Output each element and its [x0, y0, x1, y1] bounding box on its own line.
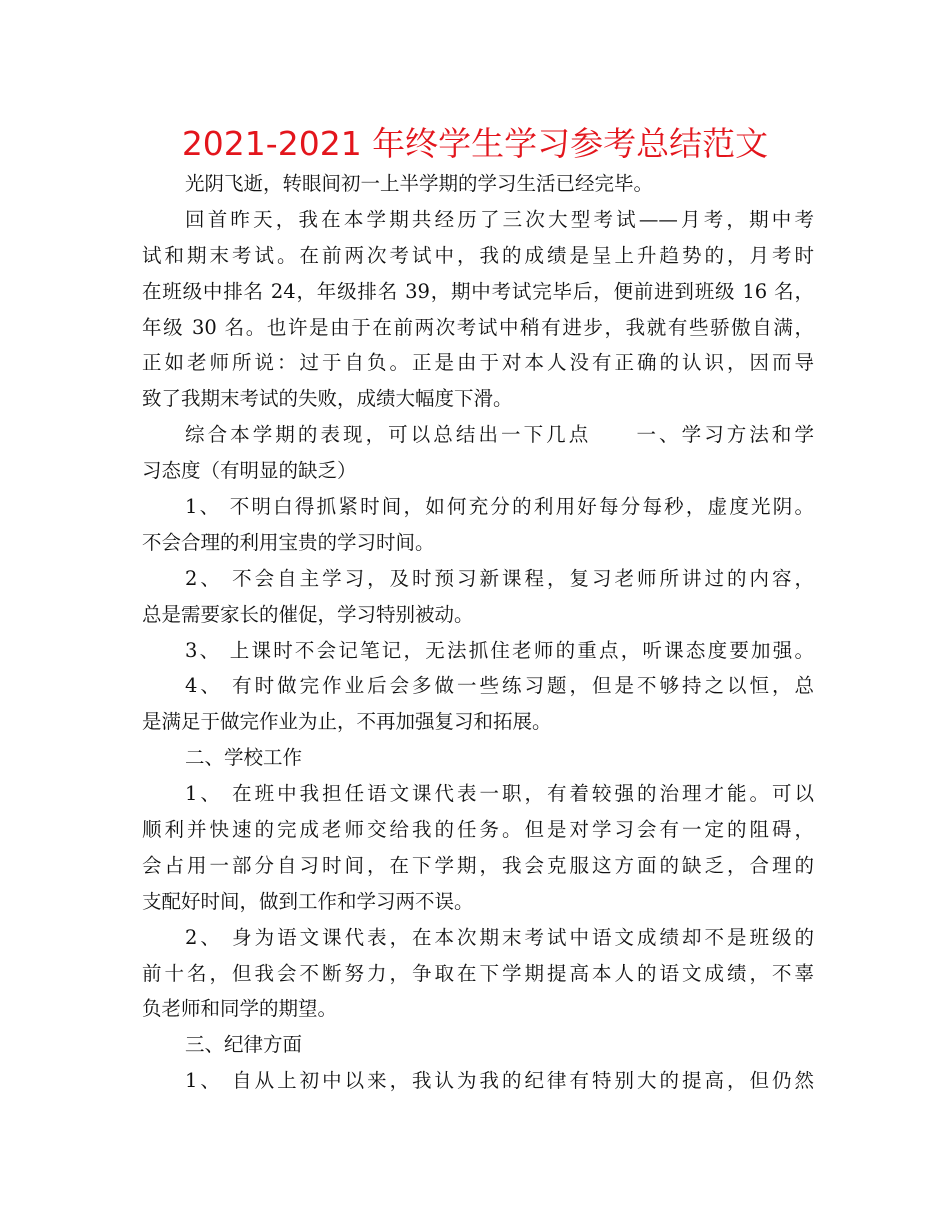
text-line: 光阴飞逝，转眼间初一上半学期的学习生活已经完毕。 [185, 172, 654, 195]
text-line: 1、 不明白得抓紧时间，如何充分的利用好每分每秒，虚度光阴。 [185, 495, 814, 519]
text-line: 习态度（有明显的缺乏） [142, 459, 357, 483]
text-line: 2、 身为语文课代表，在本次期末考试中语文成绩却不是班级的 [185, 925, 814, 949]
text-line: 4、 有时做完作业后会多做一些练习题，但是不够持之以恒，总 [185, 674, 814, 698]
text-line: 不会合理的利用宝贵的学习时间。 [142, 530, 435, 554]
text-line: 二、学校工作 [185, 746, 303, 770]
text-line: 支配好时间，做到工作和学习两不误。 [142, 889, 474, 913]
text-line: 致了我期末考试的失败，成绩大幅度下滑。 [142, 387, 513, 411]
text-line: 是满足于做完作业为止，不再加强复习和拓展。 [142, 710, 552, 734]
text-line: 顺利并快速的完成老师交给我的任务。但是对学习会有一定的阻碍， [142, 818, 814, 842]
text-line: 3、 上课时不会记笔记，无法抓住老师的重点，听课态度要加强。 [185, 638, 814, 662]
text-line: 试和期末考试。在前两次考试中，我的成绩是呈上升趋势的，月考时 [142, 243, 814, 267]
document-title: 2021-2021 年终学生学习参考总结范文 [181, 124, 769, 163]
text-line: 三、纪律方面 [185, 1033, 303, 1057]
text-line: 1、 自从上初中以来，我认为我的纪律有特别大的提高，但仍然 [185, 1069, 814, 1093]
text-line: 在班级中排名 24，年级排名 39，期中考试完毕后，便前进到班级 16 名， [142, 279, 814, 303]
text-line: 正如老师所说：过于自负。正是由于对本人没有正确的认识，因而导 [142, 351, 814, 375]
text-line: 综合本学期的表现，可以总结出一下几点 一、学习方法和学 [185, 423, 814, 447]
text-line: 年级 30 名。也许是由于在前两次考试中稍有进步，我就有些骄傲自满， [142, 315, 814, 339]
text-line: 1、 在班中我担任语文课代表一职，有着较强的治理才能。可以 [185, 782, 814, 806]
text-line: 回首昨天，我在本学期共经历了三次大型考试——月考，期中考 [185, 207, 814, 231]
text-line: 总是需要家长的催促，学习特别被动。 [142, 602, 474, 626]
text-line: 负老师和同学的期望。 [142, 997, 338, 1021]
text-line: 会占用一部分自习时间，在下学期，我会克服这方面的缺乏，合理的 [142, 853, 814, 877]
text-line: 2、 不会自主学习，及时预习新课程，复习老师所讲过的内容， [185, 566, 814, 590]
document-body [142, 166, 814, 1099]
text-line: 前十名，但我会不断努力，争取在下学期提高本人的语文成绩，不辜 [142, 961, 814, 985]
